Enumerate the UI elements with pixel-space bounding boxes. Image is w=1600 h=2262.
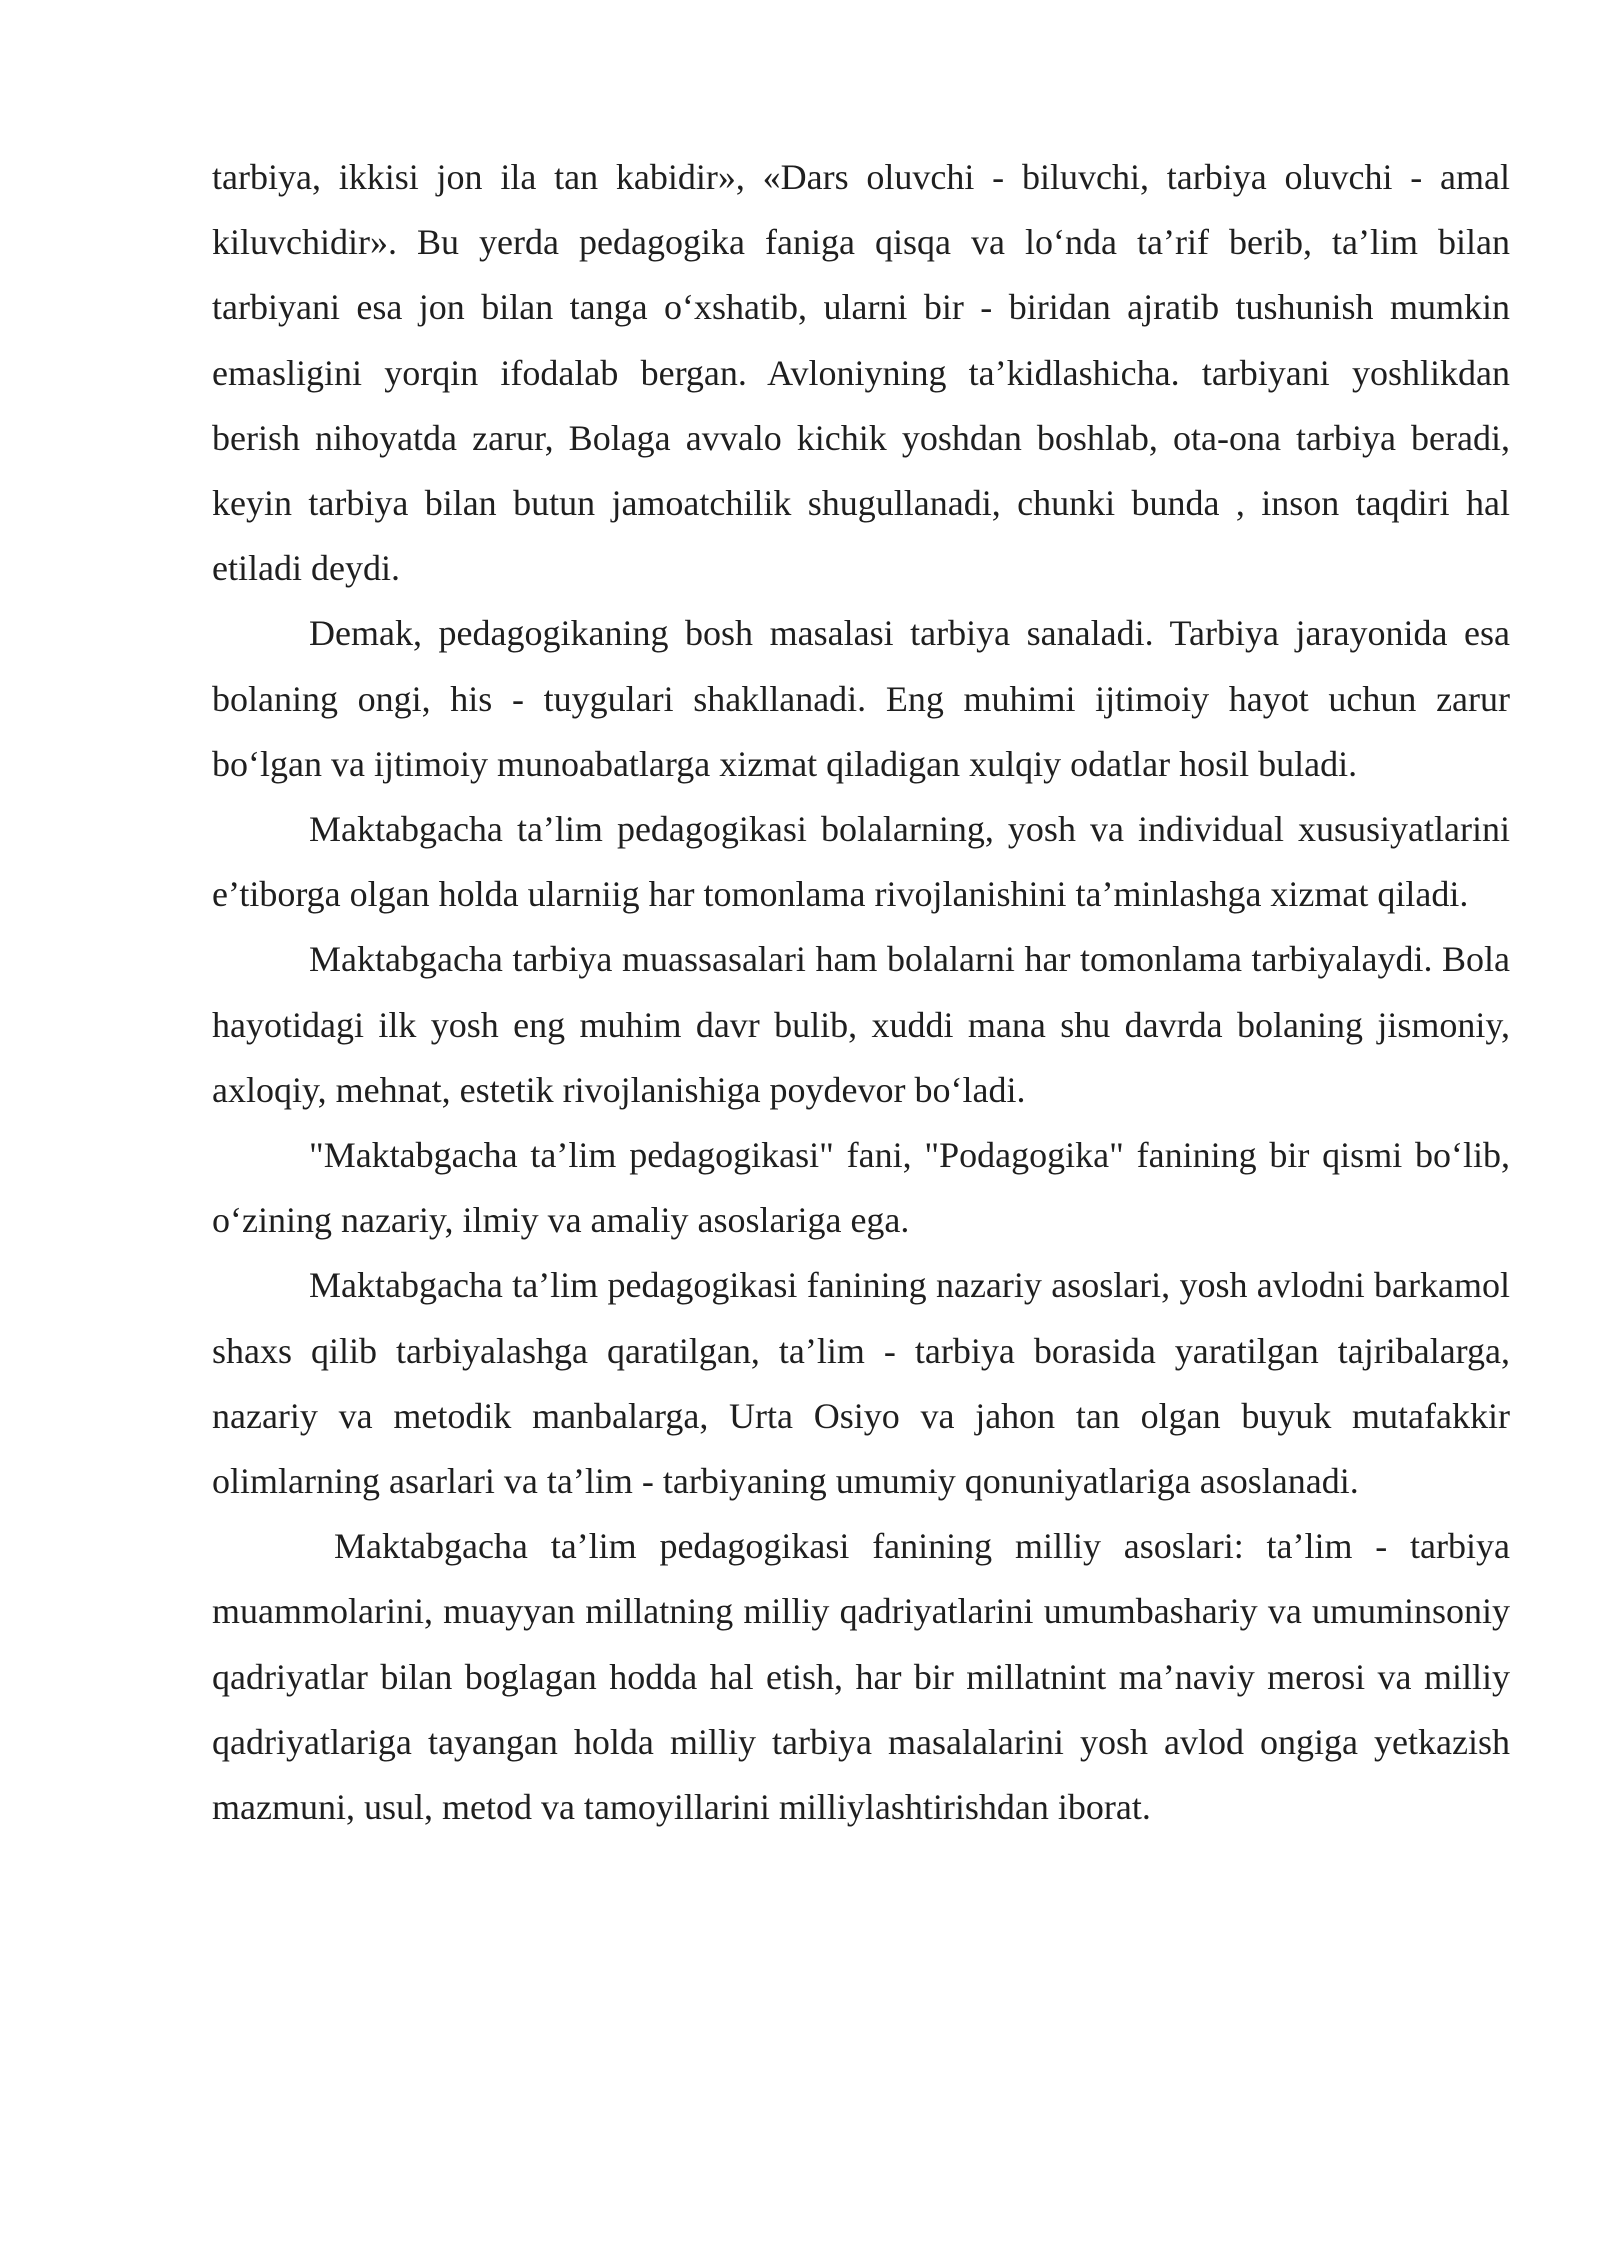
document-page <box>212 145 1510 1840</box>
paragraph-5: "Maktabgacha ta’lim pedagogikasi" fani, "Podagogika" fanining bir qismi bo‘lib, o‘zining nazariy, ilmiy va amaliy asoslariga ega. <box>212 1135 1510 1241</box>
paragraph-6: Maktabgacha ta’lim pedagogikasi fanining nazariy asoslari, yosh avlodni barkamol shaxs qilib tarbiyalashga qaratilgan, ta’lim - tarbiya borasida yaratilgan tajribalarga, nazariy va metodik manbalarga, Urta Osiyo va jahon tan olgan buyuk mutafakkir olimlarning asarlari va ta’lim - tarbiyaning umumiy qonuniyatlariga asoslanadi. <box>212 1265 1510 1502</box>
paragraph-2: Demak, pedagogikaning bosh masalasi tarbiya sanaladi. Tarbiya jarayonida esa bolaning ongi, his - tuygulari shakllanadi. Eng muhimi ijtimoiy hayot uchun zarur bo‘lgan va ijtimoiy munoabatlarga xizmat qiladigan xulqiy odatlar hosil buladi. <box>212 613 1510 784</box>
paragraph-1: tarbiya, ikkisi jon ila tan kabidir», «Dars oluvchi - biluvchi, tarbiya oluvchi - amal kiluvchidir». Bu yerda pedagogika faniga qisqa va lo‘nda ta’rif berib, ta’lim bilan tarbiyani esa jon bilan tanga o‘xshatib, ularni bir - biridan ajratib tushunish mumkin emasligini yorqin ifodalab bergan. Avloniyning ta’kidlashicha. tarbiyani yoshlikdan berish nihoyatda zarur, Bolaga avvalo kichik yoshdan boshlab, ota-ona tarbiya beradi, keyin tarbiya bilan butun jamoatchilik shugullanadi, chunki bunda , inson taqdiri hal etiladi deydi. <box>212 157 1510 589</box>
paragraph-7: Maktabgacha ta’lim pedagogikasi fanining milliy asoslari: ta’lim - tarbiya muammolarini, muayyan millatning milliy qadriyatlarini umumbashariy va umuminsoniy qadriyatlar bilan boglagan hodda hal etish, har bir millatnint ma’naviy merosi va milliy qadriyatlariga tayangan holda milliy tarbiya masalalarini yosh avlod ongiga yetkazish mazmuni, usul, metod va tamoyillarini milliylashtirishdan iborat. <box>212 1526 1510 1828</box>
paragraph-4: Maktabgacha tarbiya muassasalari ham bolalarni har tomonlama tarbiyalaydi. Bola hayotidagi ilk yosh eng muhim davr bulib, xuddi mana shu davrda bolaning jismoniy, axloqiy, mehnat, estetik rivojlanishiga poydevor bo‘ladi. <box>212 939 1510 1110</box>
paragraph-3: Maktabgacha ta’lim pedagogikasi bolalarning, yosh va individual xususiyatlarini e’tiborga olgan holda ularniig har tomonlama rivojlanishini ta’minlashga xizmat qiladi. <box>212 809 1510 915</box>
